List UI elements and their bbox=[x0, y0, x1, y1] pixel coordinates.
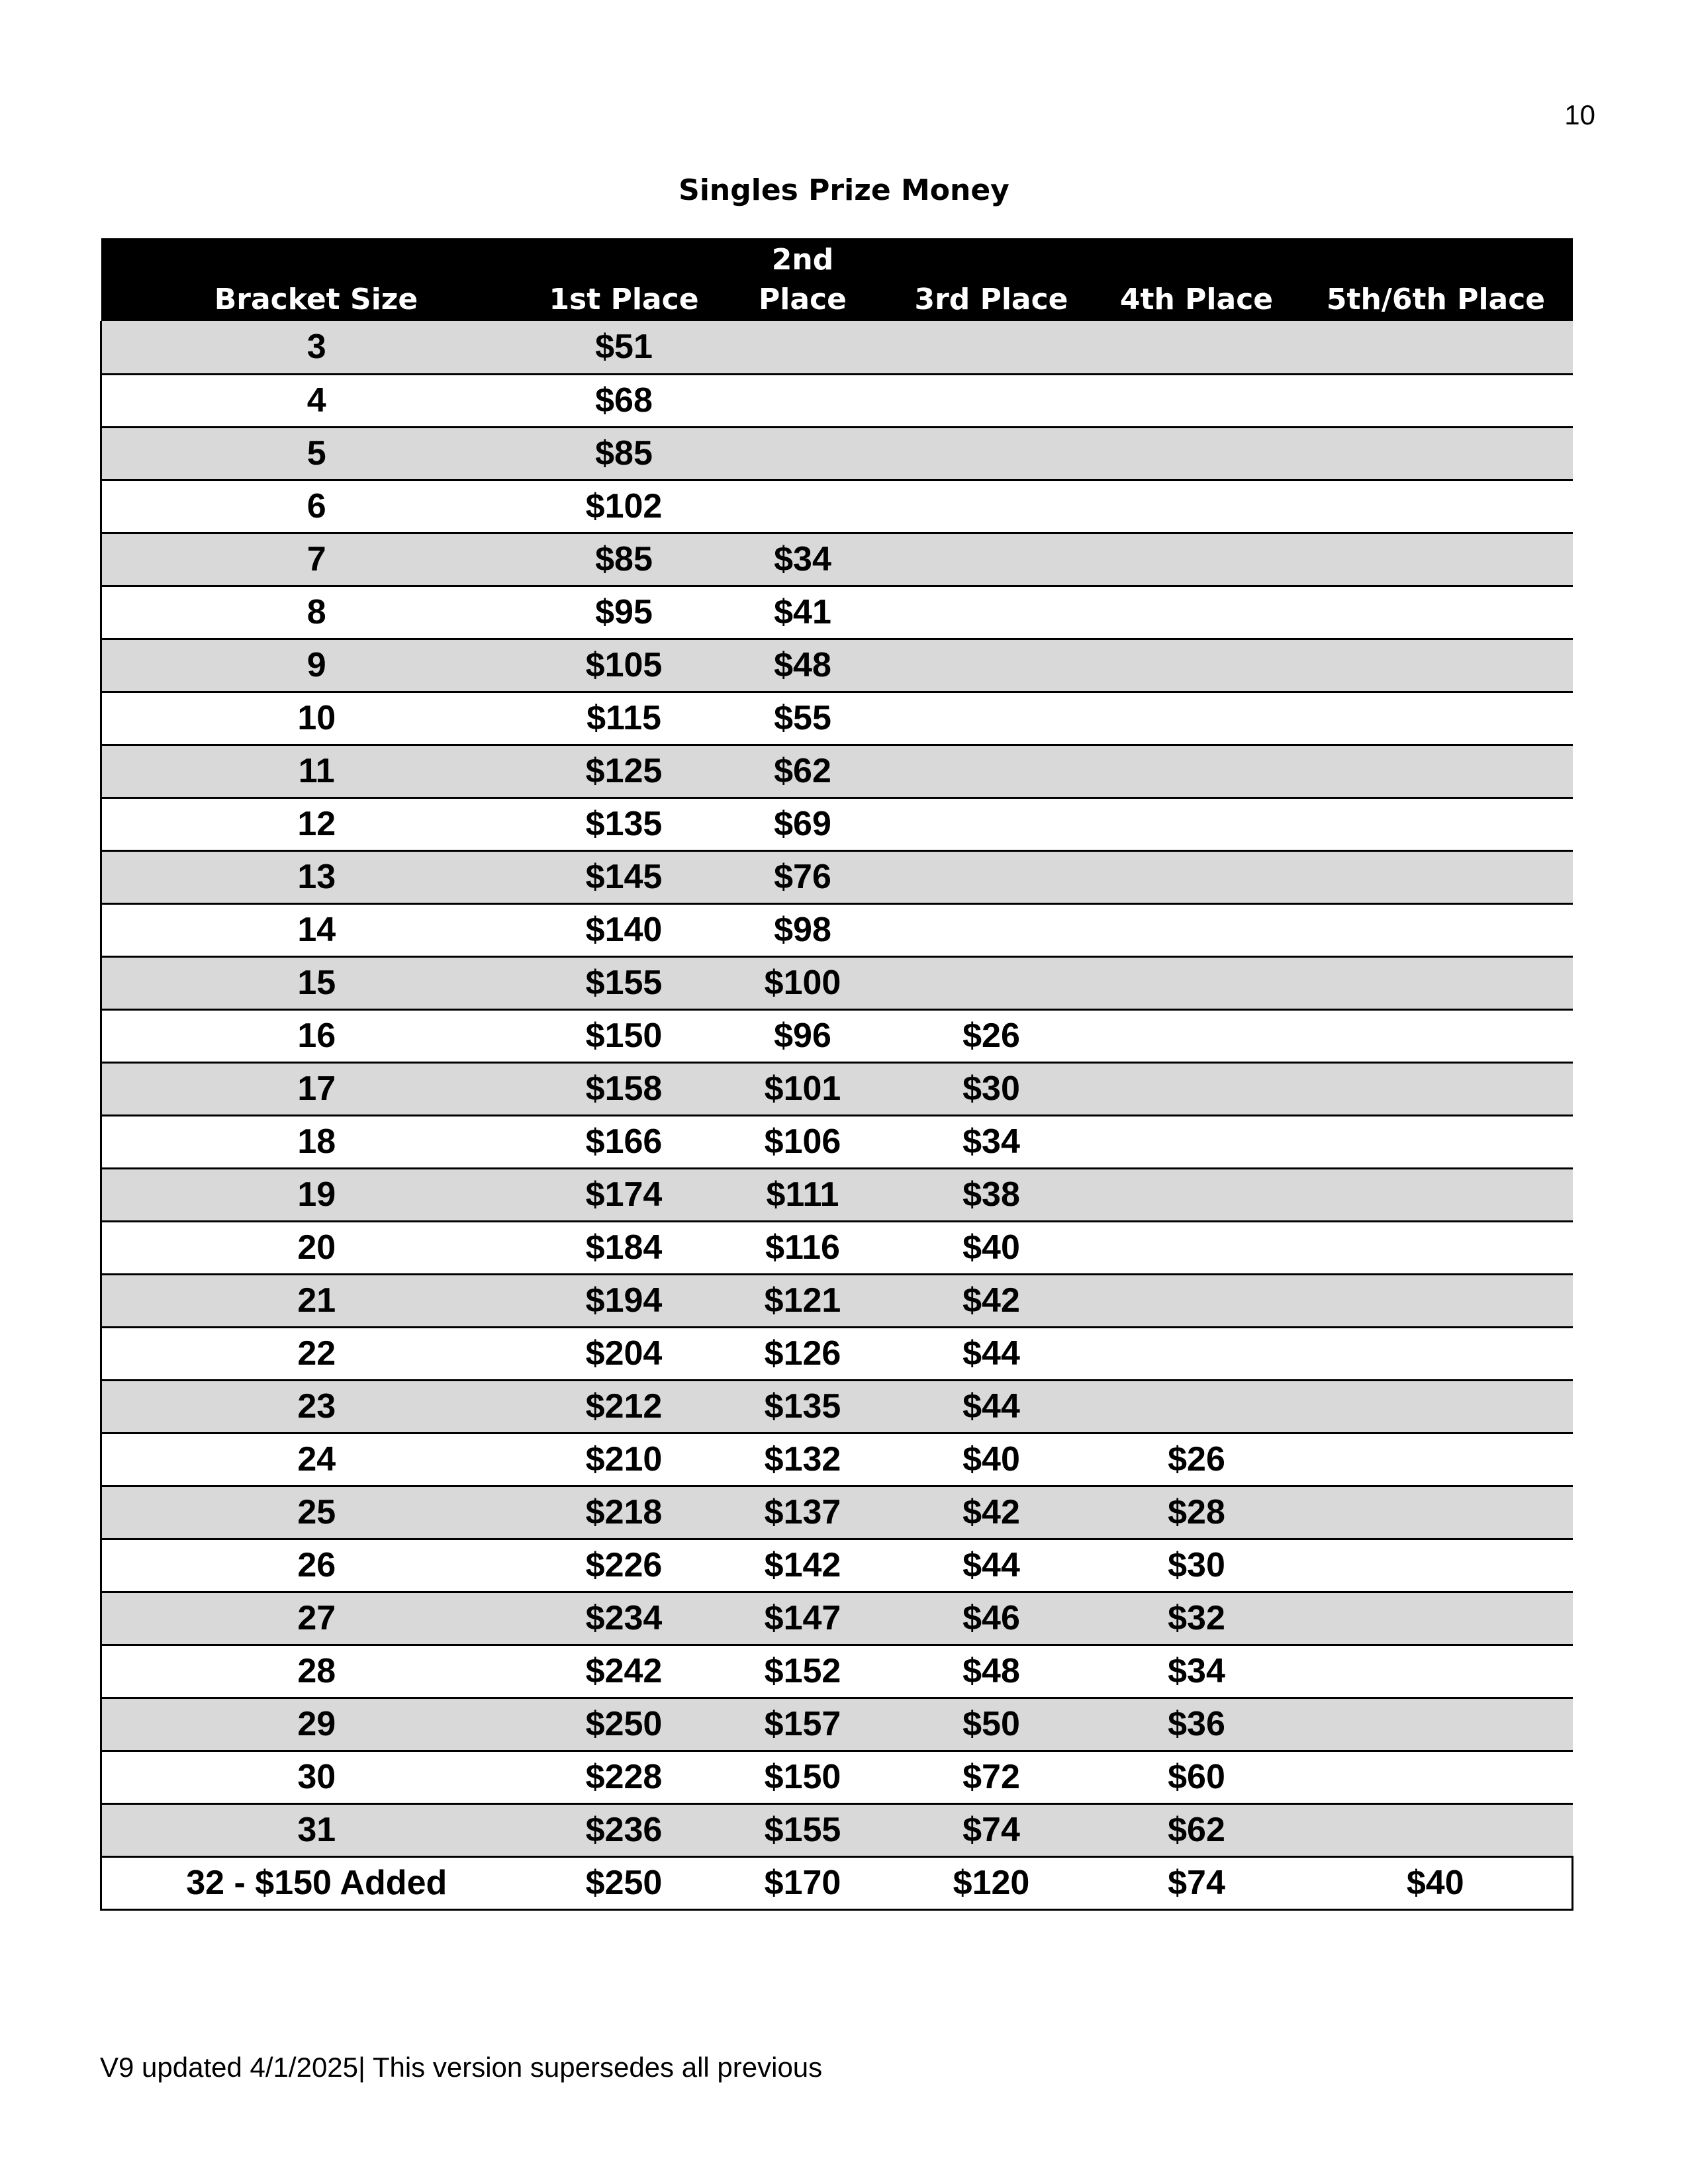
cell-second-place: $34 bbox=[774, 540, 831, 578]
cell-second-place: $157 bbox=[764, 1705, 841, 1743]
table-row bbox=[101, 1486, 1573, 1539]
cell-fifth-sixth-place bbox=[1299, 1062, 1573, 1115]
table-row bbox=[101, 1856, 1573, 1909]
cell-first-place: $236 bbox=[585, 1811, 663, 1849]
cell-bracket-size: 23 bbox=[101, 1380, 532, 1433]
cell-fifth-sixth-place bbox=[1299, 1751, 1573, 1803]
cell-fifth-sixth-place bbox=[1299, 1115, 1573, 1168]
cell-third-place: $38 bbox=[962, 1175, 1020, 1214]
table-row bbox=[101, 639, 1573, 692]
cell-fifth-sixth-place bbox=[1299, 1168, 1573, 1221]
cell-third-place: $34 bbox=[962, 1122, 1020, 1161]
column-header-2nd-place: 2nd Place bbox=[759, 243, 847, 316]
table-row bbox=[101, 1803, 1573, 1856]
cell-third-place: $42 bbox=[962, 1281, 1020, 1320]
cell-fourth-place: $74 bbox=[1168, 1864, 1225, 1902]
cell-first-place: $234 bbox=[585, 1599, 663, 1637]
table-row bbox=[101, 1009, 1573, 1062]
table-row bbox=[101, 1380, 1573, 1433]
cell-second-place: $76 bbox=[774, 858, 831, 896]
cell-fourth-place bbox=[1094, 850, 1299, 903]
cell-fourth-place bbox=[1094, 1009, 1299, 1062]
page-number: 10 bbox=[1564, 99, 1595, 130]
cell-third-place bbox=[889, 850, 1094, 903]
cell-third-place bbox=[889, 692, 1094, 745]
cell-fifth-sixth-place bbox=[1299, 1433, 1573, 1486]
cell-fourth-place bbox=[1094, 1380, 1299, 1433]
table-row bbox=[101, 1168, 1573, 1221]
cell-fourth-place bbox=[1094, 956, 1299, 1009]
cell-bracket-size: 27 bbox=[101, 1592, 532, 1645]
cell-bracket-size: 6 bbox=[101, 480, 532, 533]
cell-fourth-place bbox=[1094, 1168, 1299, 1221]
cell-first-place: $125 bbox=[585, 752, 663, 790]
cell-fifth-sixth-place bbox=[1299, 1645, 1573, 1698]
cell-first-place: $85 bbox=[595, 434, 653, 473]
cell-fifth-sixth-place bbox=[1299, 797, 1573, 850]
cell-bracket-size: 22 bbox=[101, 1327, 532, 1380]
table-row bbox=[101, 1433, 1573, 1486]
cell-second-place: $111 bbox=[766, 1175, 839, 1214]
cell-third-place: $74 bbox=[962, 1811, 1020, 1849]
cell-third-place bbox=[889, 903, 1094, 956]
cell-first-place: $226 bbox=[585, 1546, 663, 1584]
cell-fourth-place: $32 bbox=[1168, 1599, 1225, 1637]
cell-fourth-place bbox=[1094, 1221, 1299, 1274]
table-row bbox=[101, 374, 1573, 427]
cell-fifth-sixth-place bbox=[1299, 1592, 1573, 1645]
cell-bracket-size: 13 bbox=[101, 850, 532, 903]
cell-first-place: $250 bbox=[585, 1705, 663, 1743]
cell-third-place: $46 bbox=[962, 1599, 1020, 1637]
cell-third-place bbox=[889, 427, 1094, 480]
cell-third-place bbox=[889, 956, 1094, 1009]
table-row bbox=[101, 586, 1573, 639]
cell-fifth-sixth-place bbox=[1299, 745, 1573, 797]
table-row bbox=[101, 1751, 1573, 1803]
cell-third-place: $40 bbox=[962, 1440, 1020, 1479]
cell-fifth-sixth-place bbox=[1299, 1486, 1573, 1539]
column-header-3rd-place: 3rd Place bbox=[914, 283, 1068, 316]
cell-second-place: $116 bbox=[765, 1228, 840, 1267]
cell-first-place: $105 bbox=[585, 646, 663, 684]
table-row bbox=[101, 692, 1573, 745]
cell-fourth-place bbox=[1094, 427, 1299, 480]
cell-bracket-size: 17 bbox=[101, 1062, 532, 1115]
cell-first-place: $242 bbox=[585, 1652, 663, 1690]
cell-second-place: $41 bbox=[774, 593, 831, 631]
cell-third-place: $40 bbox=[962, 1228, 1020, 1267]
cell-fourth-place: $30 bbox=[1168, 1546, 1225, 1584]
cell-bracket-size: 7 bbox=[101, 533, 532, 586]
cell-first-place: $184 bbox=[585, 1228, 663, 1267]
cell-fourth-place: $34 bbox=[1168, 1652, 1225, 1690]
cell-first-place: $228 bbox=[585, 1758, 663, 1796]
cell-fifth-sixth-place bbox=[1299, 639, 1573, 692]
cell-third-place: $44 bbox=[962, 1546, 1020, 1584]
cell-fifth-sixth-place bbox=[1299, 956, 1573, 1009]
cell-third-place: $42 bbox=[962, 1493, 1020, 1531]
cell-fifth-sixth-place bbox=[1299, 374, 1573, 427]
cell-bracket-size: 26 bbox=[101, 1539, 532, 1592]
cell-second-place: $142 bbox=[764, 1546, 841, 1584]
cell-second-place bbox=[717, 321, 889, 374]
cell-third-place: $44 bbox=[962, 1334, 1020, 1373]
cell-second-place: $147 bbox=[764, 1599, 841, 1637]
cell-second-place: $135 bbox=[764, 1387, 841, 1426]
cell-first-place: $85 bbox=[595, 540, 653, 578]
cell-third-place: $26 bbox=[962, 1017, 1020, 1055]
cell-first-place: $150 bbox=[585, 1017, 663, 1055]
cell-fifth-sixth-place bbox=[1299, 1803, 1573, 1856]
cell-third-place: $50 bbox=[962, 1705, 1020, 1743]
cell-third-place: $72 bbox=[962, 1758, 1020, 1796]
table-row bbox=[101, 533, 1573, 586]
cell-fifth-sixth-place bbox=[1299, 427, 1573, 480]
cell-first-place: $158 bbox=[585, 1069, 663, 1108]
table-row bbox=[101, 321, 1573, 374]
cell-first-place: $194 bbox=[585, 1281, 663, 1320]
cell-fifth-sixth-place bbox=[1299, 692, 1573, 745]
cell-third-place: $48 bbox=[962, 1652, 1020, 1690]
cell-first-place: $115 bbox=[586, 699, 661, 737]
cell-second-place: $152 bbox=[764, 1652, 841, 1690]
cell-fifth-sixth-place bbox=[1299, 1698, 1573, 1751]
cell-second-place: $69 bbox=[774, 805, 831, 843]
cell-bracket-size: 32 - $150 Added bbox=[101, 1856, 532, 1909]
cell-fifth-sixth-place bbox=[1299, 903, 1573, 956]
cell-second-place: $170 bbox=[764, 1864, 841, 1902]
cell-first-place: $95 bbox=[595, 593, 653, 631]
table-row bbox=[101, 903, 1573, 956]
cell-bracket-size: 5 bbox=[101, 427, 532, 480]
table-row bbox=[101, 797, 1573, 850]
cell-fourth-place bbox=[1094, 1274, 1299, 1327]
cell-fourth-place bbox=[1094, 321, 1299, 374]
cell-fifth-sixth-place bbox=[1299, 1221, 1573, 1274]
cell-second-place: $62 bbox=[774, 752, 831, 790]
cell-fourth-place: $26 bbox=[1168, 1440, 1225, 1479]
cell-second-place: $48 bbox=[774, 646, 831, 684]
cell-first-place: $174 bbox=[585, 1175, 663, 1214]
table-header-row bbox=[101, 238, 1573, 321]
cell-fourth-place bbox=[1094, 639, 1299, 692]
cell-fourth-place: $60 bbox=[1168, 1758, 1225, 1796]
cell-bracket-size: 9 bbox=[101, 639, 532, 692]
cell-second-place: $155 bbox=[764, 1811, 841, 1849]
cell-bracket-size: 19 bbox=[101, 1168, 532, 1221]
cell-first-place: $140 bbox=[585, 911, 663, 949]
cell-third-place: $120 bbox=[953, 1864, 1030, 1902]
cell-third-place bbox=[889, 745, 1094, 797]
cell-third-place bbox=[889, 639, 1094, 692]
cell-bracket-size: 29 bbox=[101, 1698, 532, 1751]
cell-fifth-sixth-place bbox=[1299, 1380, 1573, 1433]
cell-fourth-place bbox=[1094, 1062, 1299, 1115]
table-row bbox=[101, 1115, 1573, 1168]
cell-second-place: $126 bbox=[764, 1334, 841, 1373]
cell-second-place bbox=[717, 427, 889, 480]
cell-first-place: $155 bbox=[585, 964, 663, 1002]
cell-fifth-sixth-place bbox=[1299, 1274, 1573, 1327]
prize-money-table bbox=[100, 238, 1573, 1911]
cell-bracket-size: 30 bbox=[101, 1751, 532, 1803]
cell-bracket-size: 25 bbox=[101, 1486, 532, 1539]
cell-fourth-place: $36 bbox=[1168, 1705, 1225, 1743]
cell-second-place: $106 bbox=[764, 1122, 841, 1161]
cell-bracket-size: 21 bbox=[101, 1274, 532, 1327]
cell-second-place: $101 bbox=[764, 1069, 841, 1108]
cell-second-place: $132 bbox=[764, 1440, 841, 1479]
cell-fifth-sixth-place bbox=[1299, 480, 1573, 533]
cell-fifth-sixth-place bbox=[1299, 1009, 1573, 1062]
cell-first-place: $250 bbox=[585, 1864, 663, 1902]
cell-second-place: $55 bbox=[774, 699, 831, 737]
cell-fourth-place bbox=[1094, 533, 1299, 586]
cell-bracket-size: 10 bbox=[101, 692, 532, 745]
table-row bbox=[101, 1645, 1573, 1698]
cell-third-place bbox=[889, 480, 1094, 533]
cell-bracket-size: 12 bbox=[101, 797, 532, 850]
column-header-5th-6th-place: 5th/6th Place bbox=[1326, 283, 1546, 316]
column-header-bracket-size: Bracket Size bbox=[214, 283, 418, 316]
table-row bbox=[101, 850, 1573, 903]
cell-second-place: $150 bbox=[764, 1758, 841, 1796]
cell-bracket-size: 8 bbox=[101, 586, 532, 639]
column-header-4th-place: 4th Place bbox=[1119, 283, 1274, 316]
cell-first-place: $145 bbox=[585, 858, 663, 896]
page-title: Singles Prize Money bbox=[679, 173, 1009, 207]
table-row bbox=[101, 745, 1573, 797]
cell-third-place: $44 bbox=[962, 1387, 1020, 1426]
table-row bbox=[101, 1274, 1573, 1327]
cell-fourth-place bbox=[1094, 797, 1299, 850]
table-row bbox=[101, 1698, 1573, 1751]
cell-second-place: $98 bbox=[774, 911, 831, 949]
cell-fourth-place bbox=[1094, 692, 1299, 745]
cell-fourth-place bbox=[1094, 586, 1299, 639]
cell-bracket-size: 4 bbox=[101, 374, 532, 427]
cell-fourth-place: $62 bbox=[1168, 1811, 1225, 1849]
cell-fifth-sixth-place bbox=[1299, 1539, 1573, 1592]
cell-bracket-size: 20 bbox=[101, 1221, 532, 1274]
cell-bracket-size: 28 bbox=[101, 1645, 532, 1698]
table-body bbox=[101, 321, 1573, 1909]
version-footer: V9 updated 4/1/2025| This version supersedes all previous bbox=[100, 2052, 823, 2083]
cell-fourth-place bbox=[1094, 745, 1299, 797]
cell-second-place: $96 bbox=[774, 1017, 831, 1055]
cell-bracket-size: 3 bbox=[101, 321, 532, 374]
cell-first-place: $210 bbox=[585, 1440, 663, 1479]
cell-first-place: $135 bbox=[585, 805, 663, 843]
table-row bbox=[101, 1221, 1573, 1274]
cell-second-place: $100 bbox=[764, 964, 841, 1002]
column-header-1st-place: 1st Place bbox=[549, 283, 699, 316]
cell-first-place: $68 bbox=[595, 381, 653, 420]
cell-first-place: $102 bbox=[585, 487, 663, 525]
table-row bbox=[101, 1592, 1573, 1645]
cell-fourth-place bbox=[1094, 903, 1299, 956]
cell-third-place: $30 bbox=[962, 1069, 1020, 1108]
cell-fifth-sixth-place bbox=[1299, 586, 1573, 639]
cell-fifth-sixth-place bbox=[1299, 533, 1573, 586]
cell-bracket-size: 16 bbox=[101, 1009, 532, 1062]
cell-fifth-sixth-place bbox=[1299, 1327, 1573, 1380]
cell-third-place bbox=[889, 586, 1094, 639]
cell-second-place bbox=[717, 374, 889, 427]
cell-bracket-size: 11 bbox=[101, 745, 532, 797]
cell-bracket-size: 18 bbox=[101, 1115, 532, 1168]
cell-first-place: $51 bbox=[595, 328, 653, 367]
cell-fifth-sixth-place bbox=[1299, 321, 1573, 374]
cell-bracket-size: 24 bbox=[101, 1433, 532, 1486]
cell-bracket-size: 31 bbox=[101, 1803, 532, 1856]
cell-second-place bbox=[717, 480, 889, 533]
cell-second-place: $137 bbox=[764, 1493, 841, 1531]
cell-bracket-size: 14 bbox=[101, 903, 532, 956]
cell-second-place: $121 bbox=[764, 1281, 841, 1320]
cell-bracket-size: 15 bbox=[101, 956, 532, 1009]
cell-fifth-sixth-place: $40 bbox=[1299, 1856, 1573, 1909]
cell-first-place: $218 bbox=[585, 1493, 663, 1531]
cell-fourth-place bbox=[1094, 1115, 1299, 1168]
cell-third-place bbox=[889, 374, 1094, 427]
table-row bbox=[101, 1062, 1573, 1115]
cell-fourth-place bbox=[1094, 480, 1299, 533]
cell-first-place: $212 bbox=[585, 1387, 663, 1426]
cell-fourth-place: $28 bbox=[1168, 1493, 1225, 1531]
table-row bbox=[101, 427, 1573, 480]
cell-third-place bbox=[889, 321, 1094, 374]
cell-fourth-place bbox=[1094, 1327, 1299, 1380]
cell-fifth-sixth-place bbox=[1299, 850, 1573, 903]
cell-first-place: $204 bbox=[585, 1334, 663, 1373]
cell-third-place bbox=[889, 797, 1094, 850]
cell-first-place: $166 bbox=[585, 1122, 663, 1161]
cell-third-place bbox=[889, 533, 1094, 586]
cell-fourth-place bbox=[1094, 374, 1299, 427]
table-row bbox=[101, 1539, 1573, 1592]
table-row bbox=[101, 956, 1573, 1009]
table-row bbox=[101, 480, 1573, 533]
table-row bbox=[101, 1327, 1573, 1380]
